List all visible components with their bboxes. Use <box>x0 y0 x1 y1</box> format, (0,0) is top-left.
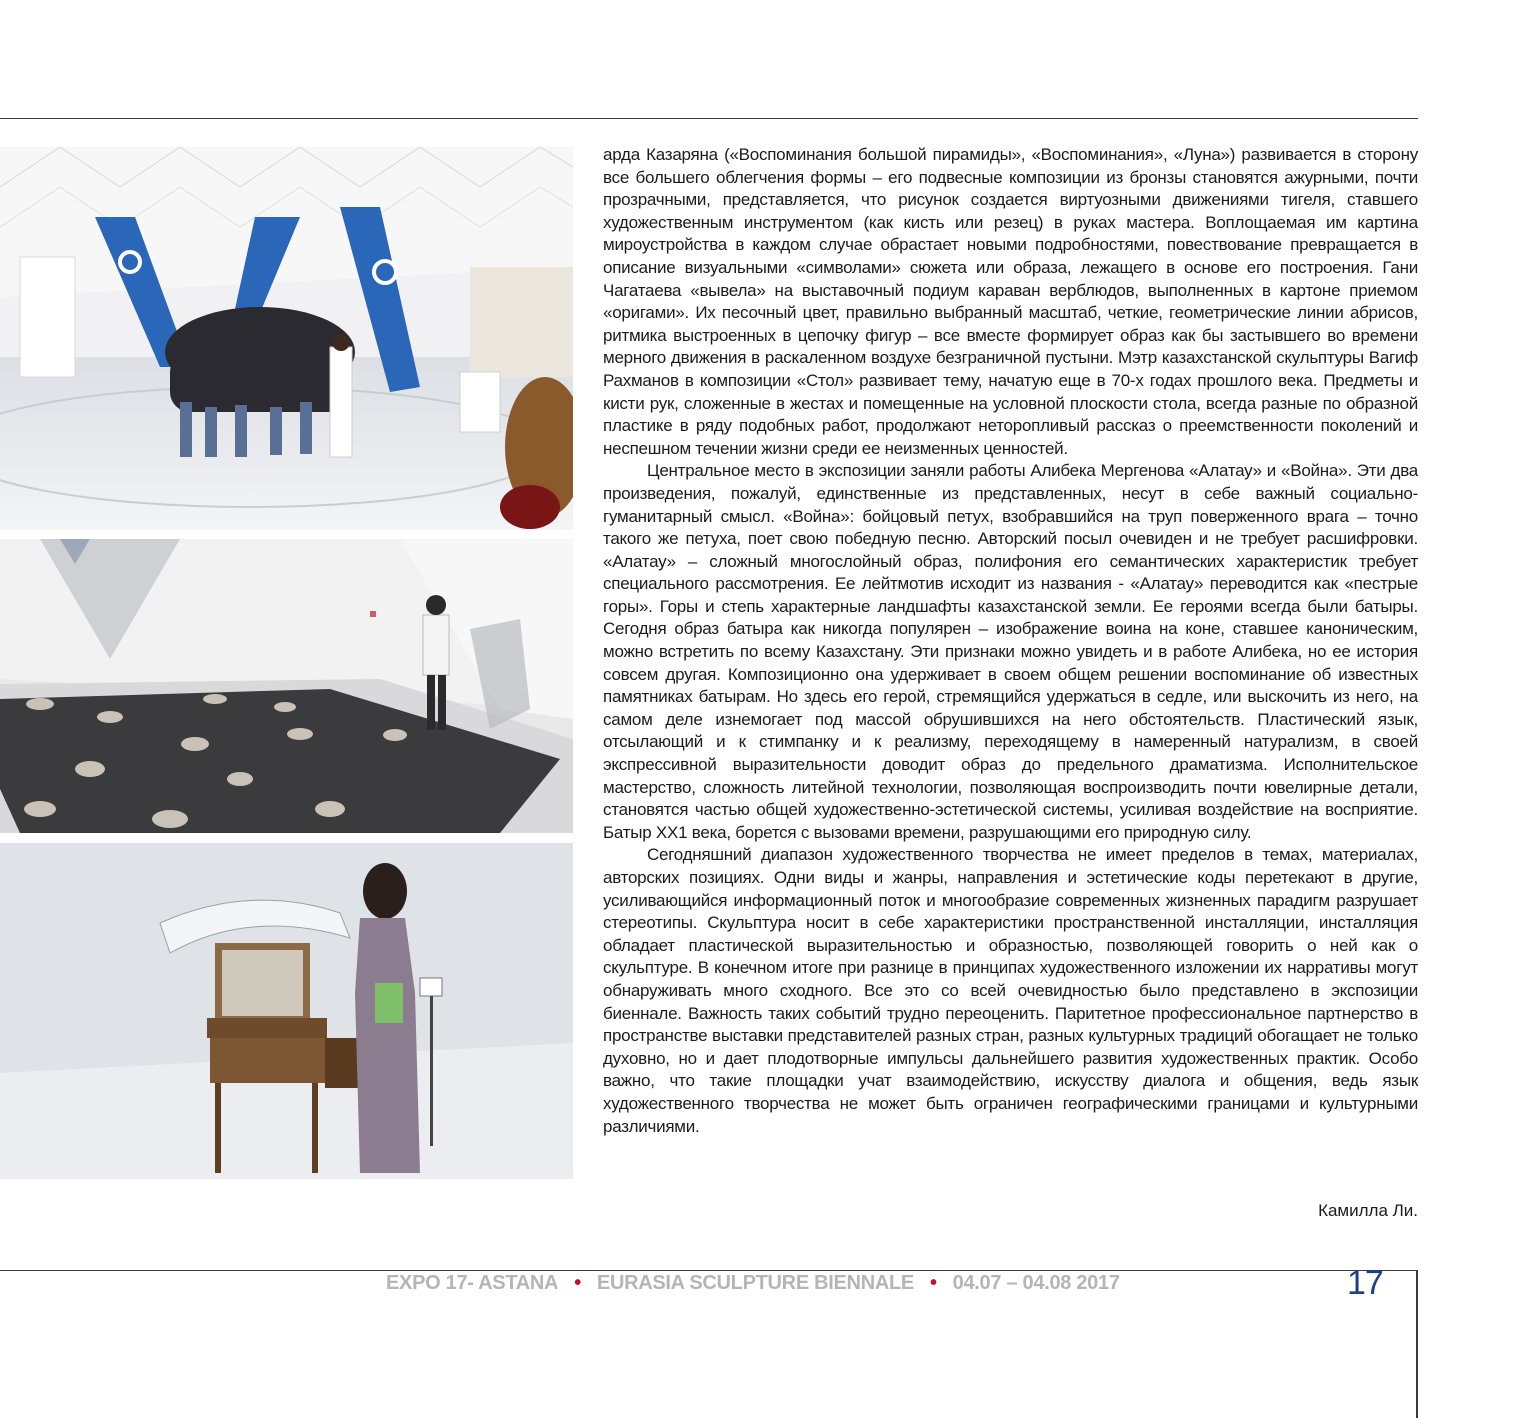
article-paragraph: арда Казаряна («Воспоминания большой пирамиды», «Воспоминания», «Луна») развивается в сторону все большего облегчения формы – его подвесные композиции из бронзы становятся ажурными, почти прозрачными, представляется, что рисунок создается виртуозными движениями тигеля, ставшего художественным инструментом (как кисть или резец) в руках мастера. Воплощаемая им картина мироустройства в каждом случае обрастает новыми подробностями, повествование превращается в описание визуальными «символами» сюжета или образа, лежащего в основе его построения. Гани Чагатаева «вывела» на выставочный подиум караван верблюдов, выполненных в картоне приемом «оригами». Их песочный цвет, правильно выбранный масштаб, четкие, геометрические линии абрисов, ритмика выстроенных в цепочку фигур – все вместе формирует образ как бы застывшего во времени мерного движения в раскаленном воздухе безграничной пустыни. Мэтр казахстанской скульптуры Вагиф Рахманов в композиции «Стол» развивает тему, начатую еще в 70-х годах прошлого века. Предметы и кисти рук, сложенные в жестах и помещенные на условной плоскости стола, всегда разные по образной пластике в ряду подобных работ, продолжают неторопливый рассказ о преемственности поколений и неспешном течении жизни среди ее неизменных ценностей. <box>603 145 1418 458</box>
page-number: 17 <box>1347 1264 1383 1302</box>
stones-installation-photo <box>0 539 573 833</box>
top-rule <box>0 118 1418 119</box>
footer-separator-dot: • <box>929 1272 937 1294</box>
vanity-installation-photo <box>0 843 573 1179</box>
right-rule <box>1416 1270 1418 1418</box>
article-paragraph: Сегодняшний диапазон художественного творчества не имеет пределов в темах, материалах, авторских позициях. Одни виды и жанры, направления и эстетические коды перетекают в другие, усиливающийся информационный поток и многообразие современных жизненных парадигм разрушает стереотипы. Скульптура носит в себе характеристики пространственной инсталляции, инсталляция обладает пластической выразительностью и образностью, позволяющей говорить о ней как о скульптуре. В конечном итоге при разнице в принципах художественного изложении их нарративы могут обнаруживать много сходного. Все это со всей очевидностью было представлено в экспозиции биеннале. Важность таких событий трудно переоценить. Паритетное профессиональное партнерство в пространстве выставки представителей разных стран, разных культурных традиций обогащает не только духовно, но и дает плодотворные импульсы дальнейшего развития художественных практик. Особо важно, что такие площадки учат взаимодействию, искусству диалога и общения, ведь язык художественного творчества не может быть ограничен географическими границами и культурными различиями. <box>603 845 1418 1136</box>
bottom-rule <box>0 1270 1418 1271</box>
footer-separator-dot: • <box>574 1272 581 1294</box>
author-signature: Камилла Ли. <box>1318 1201 1418 1220</box>
exhibition-hall-photo <box>0 147 573 530</box>
footer-dates: 04.07 – 04.08 2017 <box>952 1272 1120 1294</box>
article-paragraph: Центральное место в экспозиции заняли работы Алибека Мергенова «Алатау» и «Война». Эти два произведения, пожалуй, единственные из представленных, несут в себе важный социально-гуманитарный смысл. «Война»: бойцовый петух, взобравшийся на труп поверженного врага – точно такого же петуха, поет свою победную песню. Авторский посыл очевиден и не требует расшифровки. «Алатау» – сложный многослойный образ, полифония его семантических характеристик требует специального рассмотрения. Ее лейтмотив исходит из названия - «Алатау» переводится как «пестрые горы». Горы и степь характерные ландшафты казахстанской земли. Ее героями всегда были батыры. Сегодня образ батыра как никогда популярен – изображение воина на коне, ставшее каноническим, можно встретить по всему Казахстану. Эти признаки можно увидеть и в работе Алибека, но ее история совсем другая. Композиционно она удерживает в своем общем решении воспоминание об известных памятниках батырам. Но здесь его герой, стремящийся удержаться в седле, или выскочить из него, на самом деле изнемогает под массой обрушившихся на него обстоятельств. Пластический язык, отсылающий и к стимпанку и к реализму, переходящему в намеренный натурализм, в своей экспрессивной выразительности доводит образ до предельного драматизма. Исполнительское мастерство, сложность литейной технологии, позволяющая воспроизводить почти ювелирные детали, становятся частью общей художественно-эстетической системы, усиливая воздействие на восприятие. Батыр XX1 века, борется с вызовами времени, разрушающими его природную силу. <box>603 461 1418 842</box>
footer-biennale: EURASIA SCULPTURE BIENNALE <box>596 1272 914 1294</box>
running-footer <box>386 1272 1120 1295</box>
article-body <box>603 144 1418 1138</box>
footer-expo: EXPO 17- ASTANA <box>386 1272 559 1294</box>
